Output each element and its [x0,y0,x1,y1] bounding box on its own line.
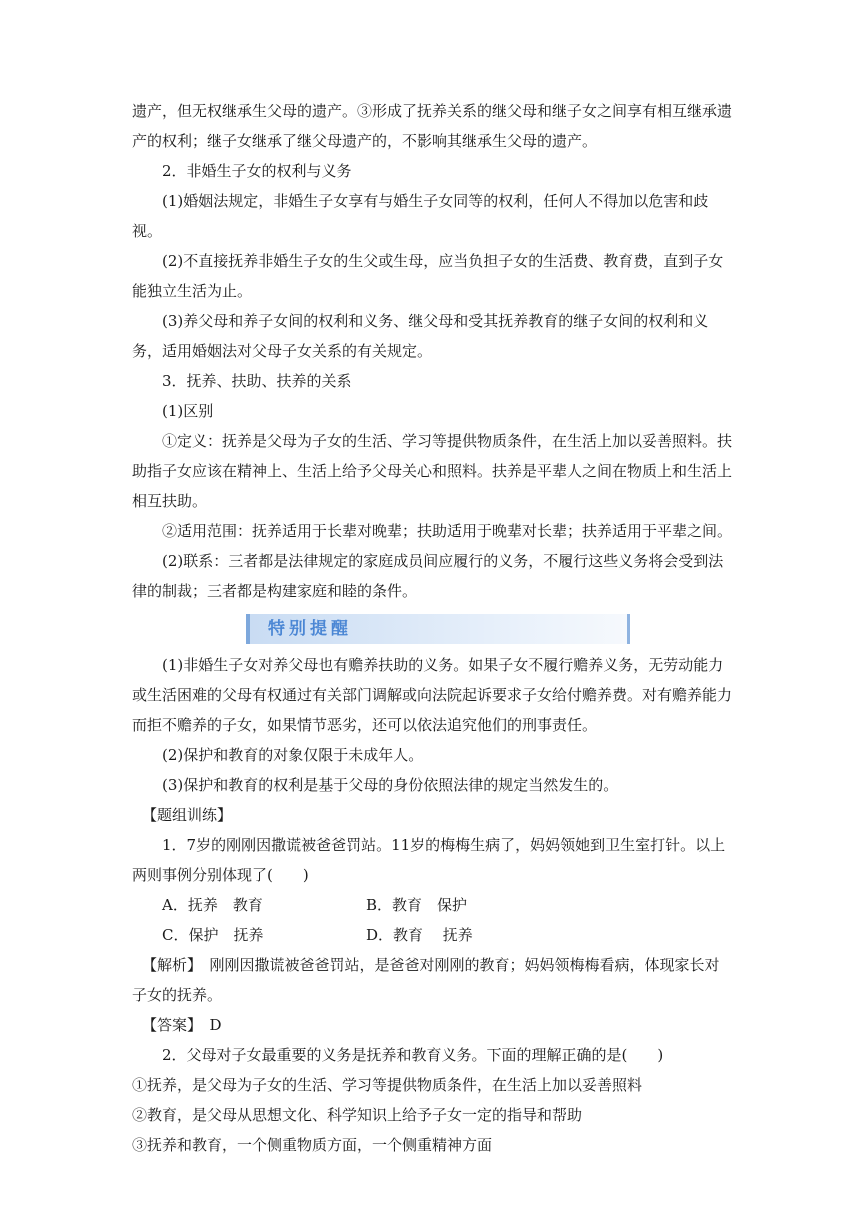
banner-title: 特别提醒 [268,619,352,639]
question-1-analysis: 【解析】 刚刚因撒谎被爸爸罚站，是爸爸对刚刚的教育；妈妈领梅梅看病，体现家长对子女的抚养。 [132,956,720,1004]
paragraph: (3)养父母和养子女间的权利和义务、继父母和受其抚养教育的继子女间的权利和义务，适用婚姻法对父母子女关系的有关规定。 [132,312,709,360]
paragraph-continuation: 遗产，但无权继承生父母的遗产。③形成了抚养关系的继父母和继子女之间享有相互继承遗产的权利；继子女继承了继父母遗产的，不影响其继承生父母的遗产。 [132,102,733,150]
special-reminder-banner [246,614,630,644]
question-2: 2．父母对子女最重要的义务是抚养和教育义务。下面的理解正确的是( ) [162,1046,664,1064]
option-b: B．教育 保护 [366,896,468,914]
practice-heading: 【题组训练】 [142,806,233,824]
note-paragraph: (1)非婚生子女对养父母也有赡养扶助的义务。如果子女不履行赡养义务，无劳动能力或生活困难的父母有权通过有关部门调解或向法院起诉要求子女给付赡养费。对有赡养能力而拒不赡养的子女，如果情节恶劣，还可以依法追究他们的刑事责任。 [132,656,733,734]
section-heading-2: 2．非婚生子女的权利与义务 [162,162,352,180]
paragraph: ②适用范围：抚养适用于长辈对晚辈；扶助适用于晚辈对长辈；扶养适用于平辈之间。 [162,522,733,540]
option-c: C．保护 抚养 [162,926,264,944]
section-heading-3: 3．抚养、扶助、扶养的关系 [162,372,352,390]
note-paragraph: (2)保护和教育的对象仅限于未成年人。 [162,746,424,764]
document-body [132,96,732,1160]
option-d: D．教育 抚养 [366,926,473,944]
note-paragraph: (3)保护和教育的权利是基于父母的身份依照法律的规定当然发生的。 [162,776,619,794]
question-1-answer: 【答案】 D [142,1016,222,1034]
paragraph: ①定义：抚养是父母为子女的生活、学习等提供物质条件，在生活上加以妥善照料。扶助指子女应该在精神上、生活上给予父母关心和照料。扶养是平辈人之间在物质上和生活上相互扶助。 [132,432,733,510]
option-a: A．抚养 教育 [162,896,263,914]
question-1: 1．7岁的刚刚因撒谎被爸爸罚站。11岁的梅梅生病了，妈妈领她到卫生室打针。以上两则事例分别体现了( ) [132,836,726,884]
question-1-options-row [132,890,732,920]
paragraph: (2)联系：三者都是法律规定的家庭成员间应履行的义务，不履行这些义务将会受到法律的制裁；三者都是构建家庭和睦的条件。 [132,552,724,600]
question-2-item: ③抚养和教育，一个侧重物质方面，一个侧重精神方面 [132,1136,493,1154]
paragraph: (1)婚姻法规定，非婚生子女享有与婚生子女同等的权利，任何人不得加以危害和歧视。 [132,192,709,240]
question-1-options-row [132,920,732,950]
paragraph: (2)不直接抚养非婚生子女的生父或生母，应当负担子女的生活费、教育费，直到子女能独立生活为止。 [132,252,724,300]
question-2-item: ①抚养，是父母为子女的生活、学习等提供物质条件，在生活上加以妥善照料 [132,1076,643,1094]
paragraph: (1)区别 [162,402,214,420]
question-2-item: ②教育，是父母从思想文化、科学知识上给予子女一定的指导和帮助 [132,1106,583,1124]
